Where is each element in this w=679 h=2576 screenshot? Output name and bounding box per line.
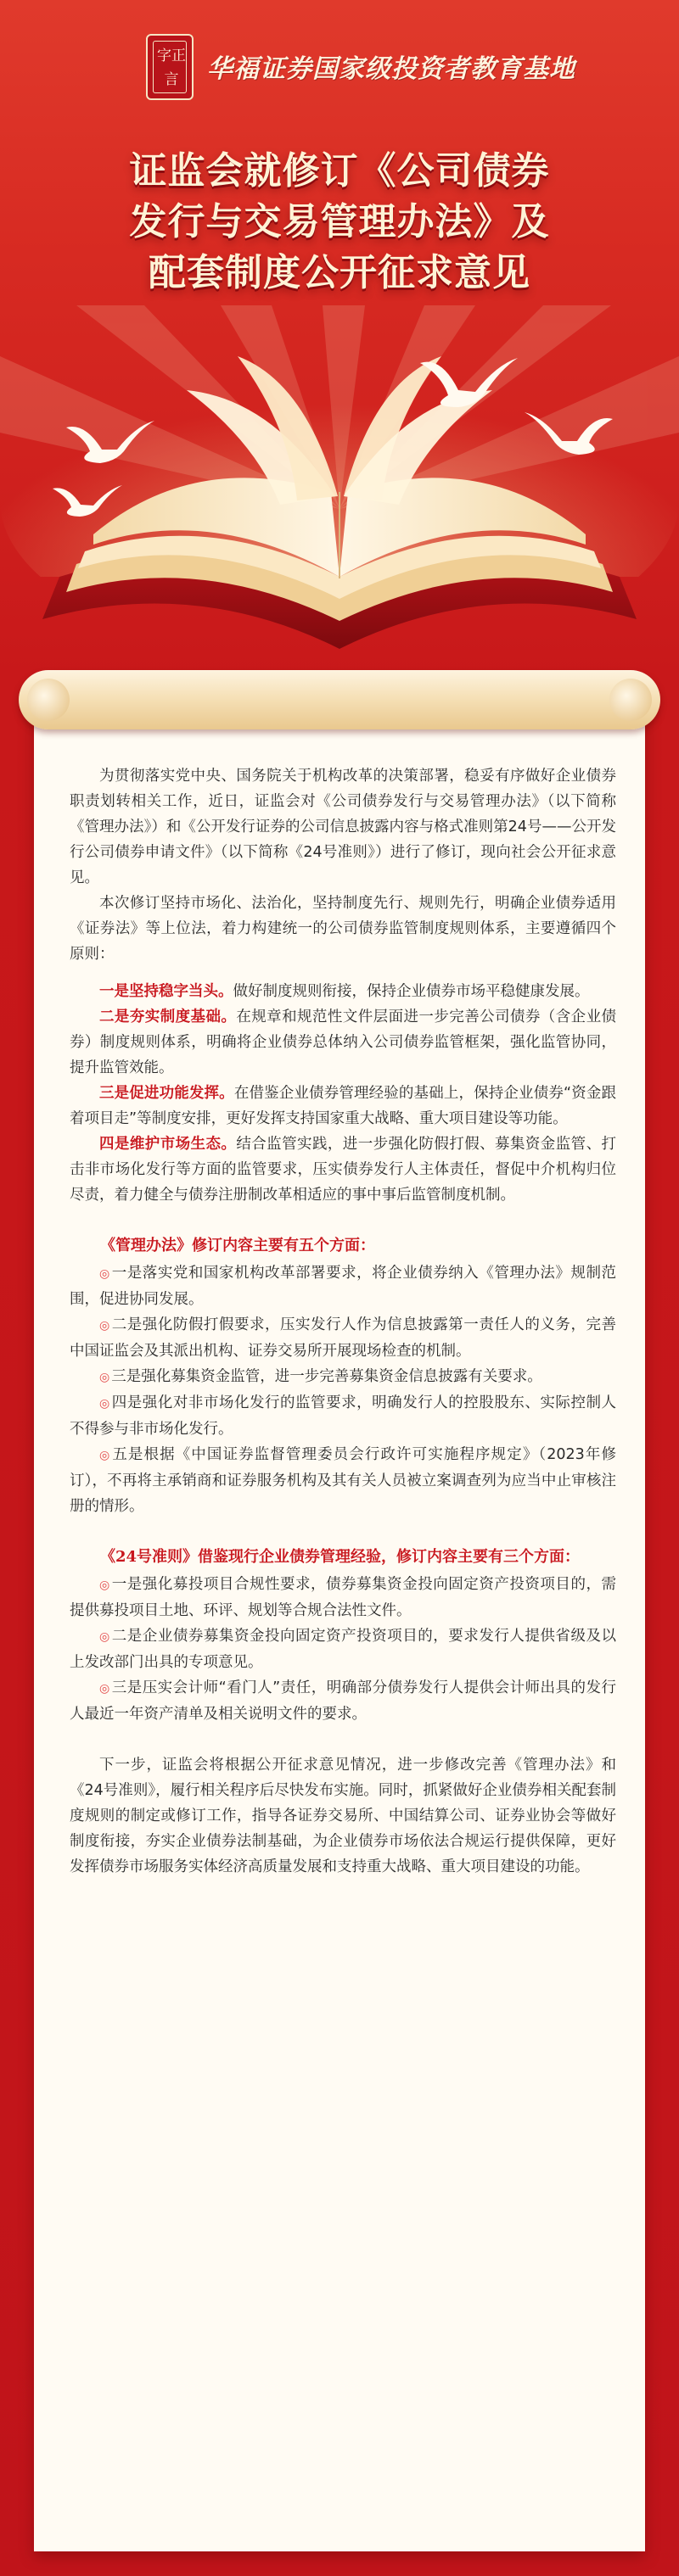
title-line: 配套制度公开征求意见 [149,251,530,294]
principle-item [70,1132,616,1208]
bullet-icon: ◎ [99,1371,110,1384]
list-item [70,1623,616,1675]
list-item [70,1390,616,1442]
list-item-text: 四是强化对非市场化发行的监管要求，明确发行人的控股股东、实际控制人不得参与非市场化发行。 [70,1394,617,1438]
intro-paragraph: 为贯彻落实党中央、国务院关于机构改革的决策部署，稳妥有序做好企业债券职责划转相关工作，近日，证监会对《公司债券发行与交易管理办法》（以下简称《管理办法》）和《公开发行证券的公司信息披露内容与格式准则第24号——公开发行公司债券申请文件》（以下简称《24号准则》）进行了修订，现向社会公开征求意见。 [70,768,616,886]
list-item-text: 一是落实党和国家机构改革部署要求，将企业债券纳入《管理办法》规制范围，促进协同发展。 [70,1265,617,1308]
open-book-illustration [0,322,679,662]
principle-text: 结合监管实践，进一步强化防假打假、募集资金监管、打击非市场化发行等方面的监管要求，压实债券发行人主体责任，督促中介机构归位尽责，着力健全与债券注册制改革相适应的事中事后监管制度机制。 [70,1136,617,1204]
principle-lead: 三是促进功能发挥。 [99,1085,234,1102]
list-item [70,1572,616,1623]
section-heading: 《管理办法》修订内容主要有五个方面： [100,1237,375,1254]
principle-lead: 一是坚持稳字当头。 [99,983,233,1000]
bullet-icon: ◎ [99,1397,110,1411]
section-heading: 《24号准则》借鉴现行企业债券管理经验，修订内容主要有三个方面： [100,1548,581,1566]
list-item-text: 三是压实会计师“看门人”责任，明确部分债券发行人提供会计师出具的发行人最近一年资产清单及相关说明文件的要求。 [70,1679,616,1723]
list-item-text: 三是强化募集资金监管，进一步完善募集资金信息披露有关要求。 [111,1368,542,1385]
list-item [70,1364,616,1390]
list-item [70,1312,616,1364]
bullet-icon: ◎ [99,1682,110,1696]
page-title [51,146,628,299]
principle-lead: 二是夯实制度基础。 [99,1009,237,1025]
bullet-icon: ◎ [99,1319,110,1333]
principle-text: 做好制度规则衔接，保持企业债券市场平稳健康发展。 [233,983,590,1000]
bullet-icon: ◎ [99,1267,110,1281]
title-line: 证监会就修订《公司债券 [129,149,550,193]
principle-text: 在规章和规范性文件层面进一步完善公司债券（含企业债券）制度规则体系，明确将企业债券总体纳入公司债券监管框架，强化监管协同，提升监管效能。 [70,1009,617,1076]
brand-name: 华福证券国家级投资者教育基地 [207,54,575,84]
principle-item [70,1081,616,1132]
list-item [70,1442,616,1519]
principle-item [70,979,616,1004]
bullet-icon: ◎ [99,1449,111,1462]
title-line: 发行与交易管理办法》及 [129,200,550,243]
seal-text: 字正言 [157,47,186,88]
closing-paragraph: 下一步，证监会将根据公开征求意见情况，进一步修改完善《管理办法》和《24号准则》，履行相关程序后尽快发布实施。同时，抓紧做好企业债券相关配套制度规则的制定或修订工作，指导各证券交易所、中国结算公司、证券业协会等做好制度衔接，夯实企业债券法制基础，为企业债券市场依法合规运行提供保障，更好发挥债券市场服务实体经济高质量发展和支持重大战略、重大项目建设的功能。 [70,1757,616,1875]
principle-lead: 四是维护市场生态。 [99,1136,237,1153]
principle-item [70,1004,616,1081]
article-body [70,763,616,1880]
bullet-icon: ◎ [99,1579,110,1592]
intro-paragraph: 本次修订坚持市场化、法治化，坚持制度先行、规则先行，明确企业债券适用《证券法》等上位法，着力构建统一的公司债券监管制度规则体系，主要遵循四个原则： [70,895,616,963]
brand-seal-logo [146,34,194,100]
brand-header [146,34,575,102]
bullet-icon: ◎ [99,1630,110,1644]
scroll-top-roll [19,670,660,729]
list-item-text: 五是根据《中国证券监督管理委员会行政许可实施程序规定》（2023年修订），不再将主承销商和证券服务机构及其有关人员被立案调查列为应当中止审核注册的情形。 [70,1446,616,1515]
list-item-text: 一是强化募投项目合规性要求，债券募集资金投向固定资产投资项目的，需提供募投项目土地、环评、规划等合规合法性文件。 [70,1576,617,1619]
list-item-text: 二是企业债券募集资金投向固定资产投资项目的，要求发行人提供省级及以上发改部门出具的专项意见。 [70,1628,617,1671]
list-item [70,1675,616,1727]
principle-text: 在借鉴企业债券管理经验的基础上，保持企业债券“资金跟着项目走”等制度安排，更好发挥支持国家重大战略、重大项目建设等功能。 [70,1085,616,1127]
list-item [70,1260,616,1312]
list-item-text: 二是强化防假打假要求，压实发行人作为信息披露第一责任人的义务，完善中国证监会及其派出机构、证券交易所开展现场检查的机制。 [70,1316,617,1360]
